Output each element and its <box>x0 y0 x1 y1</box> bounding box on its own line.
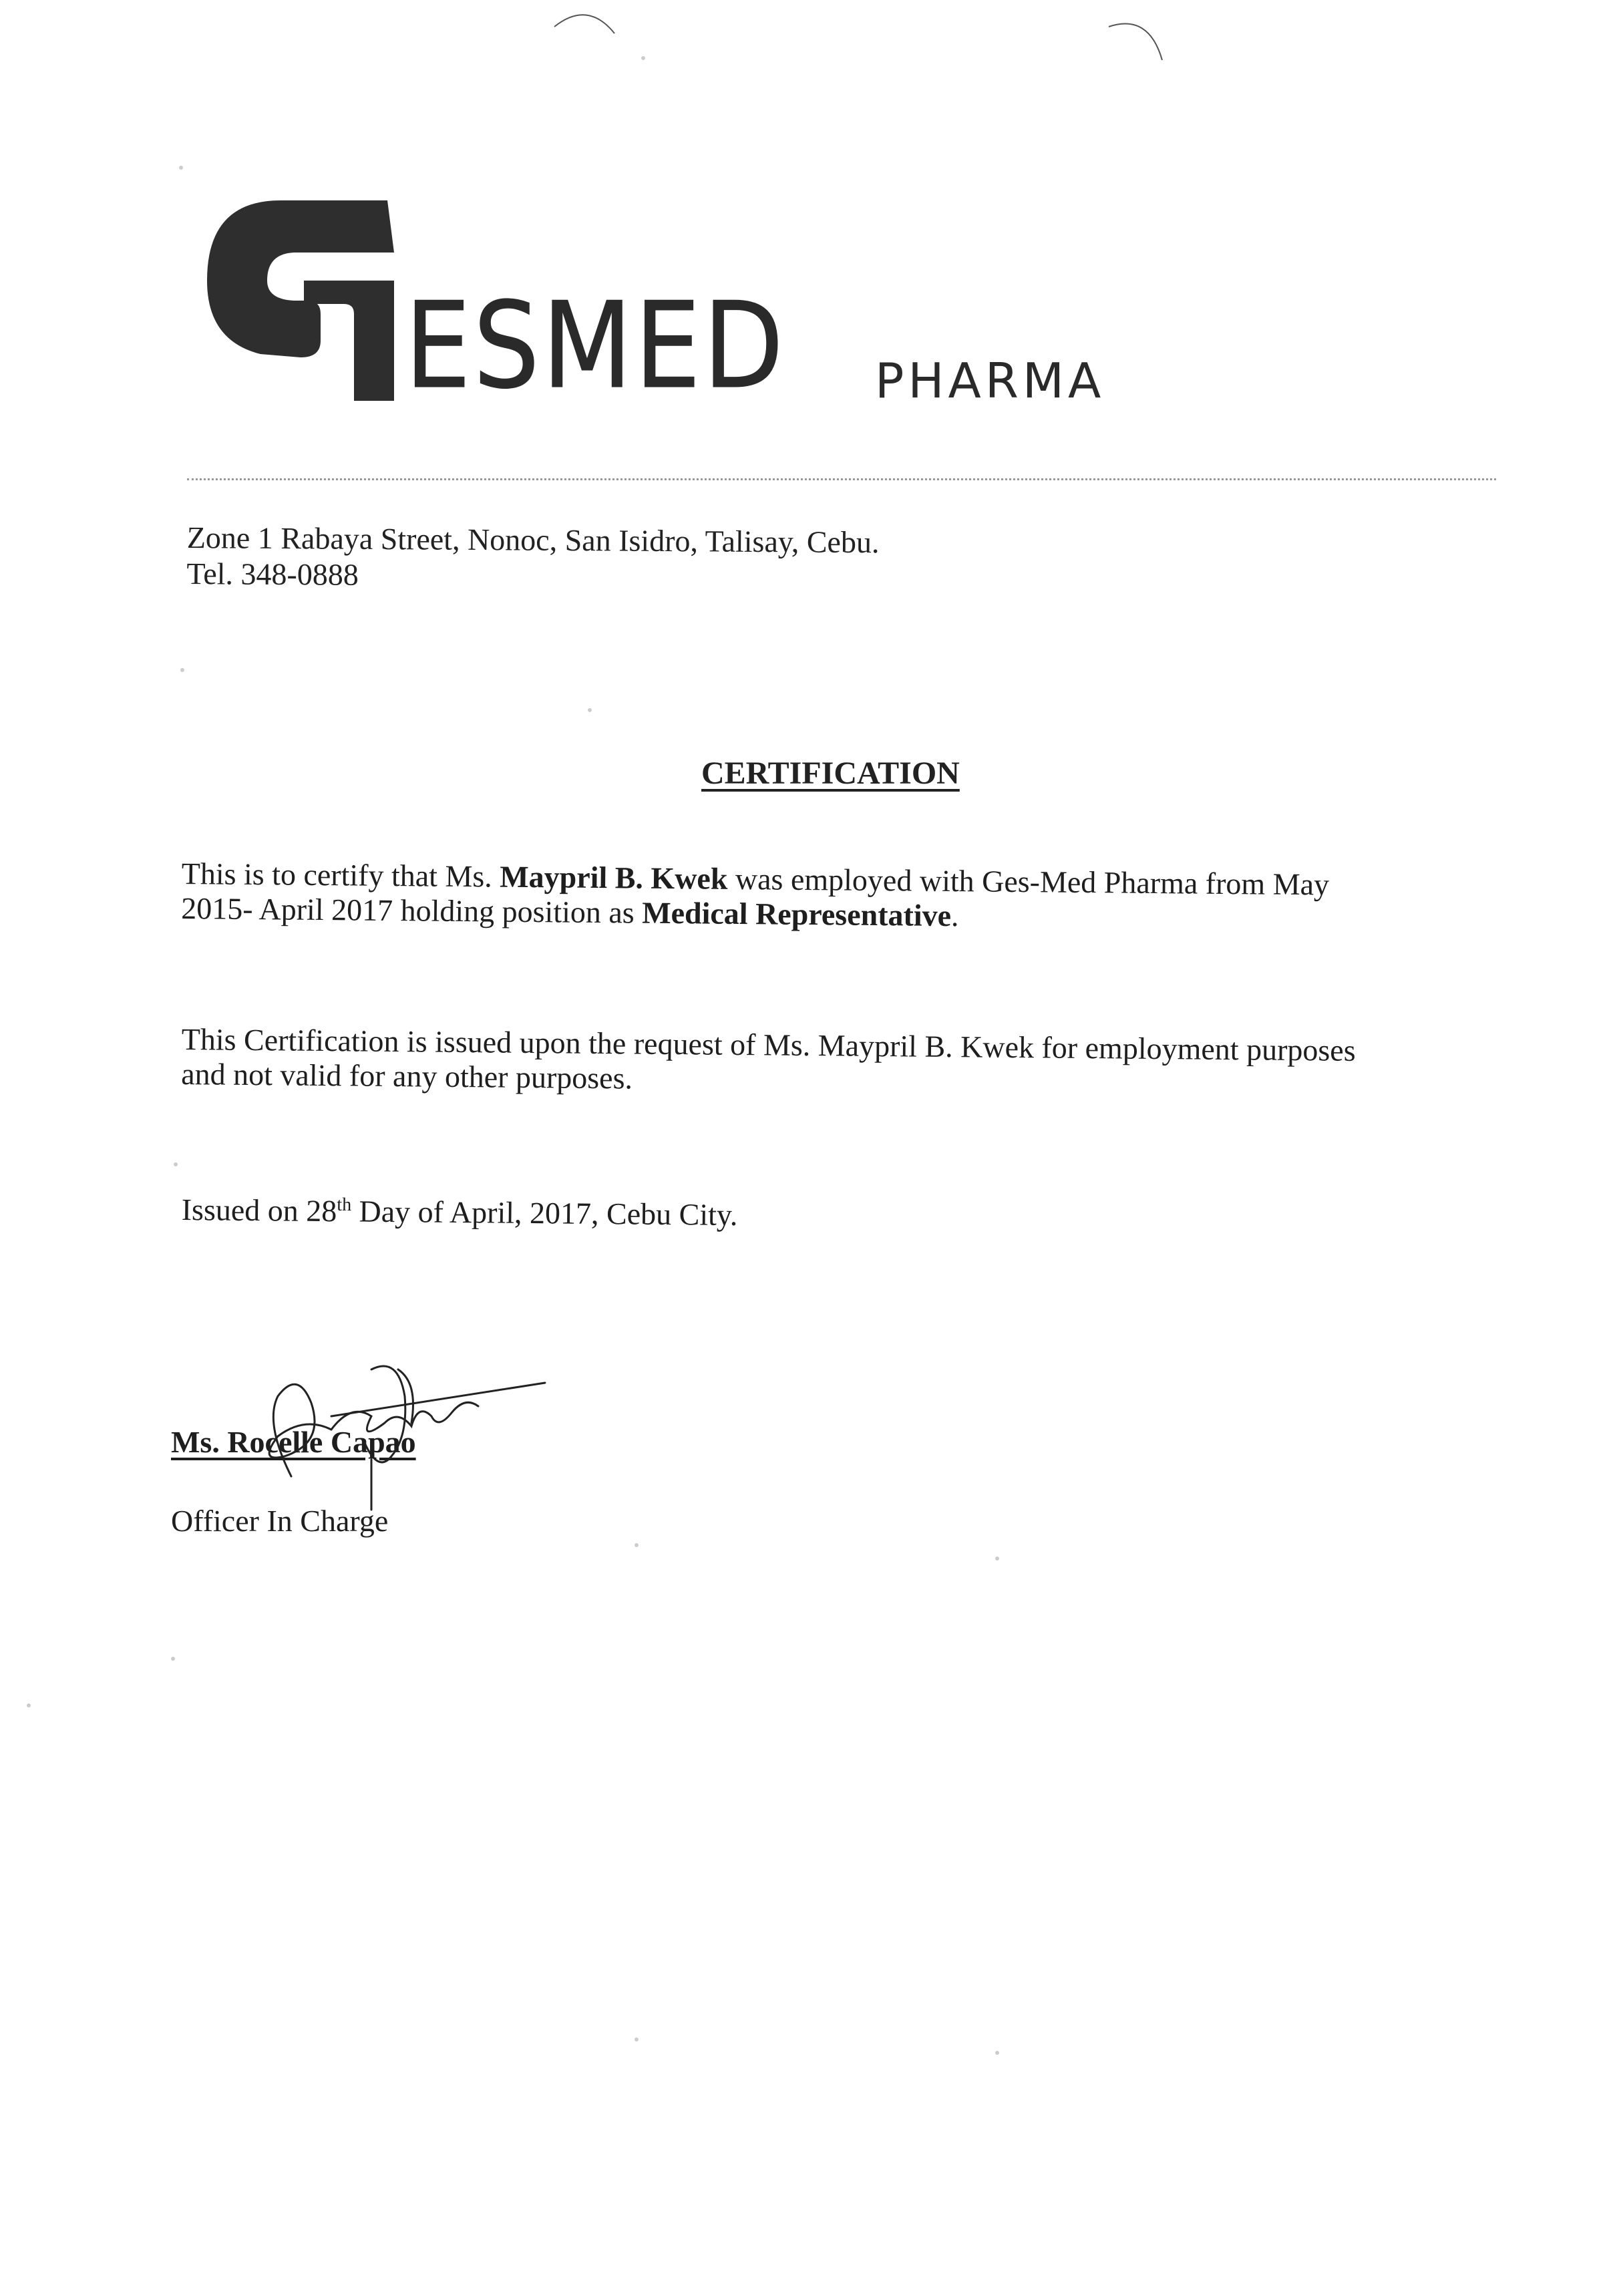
employee-position: Medical Representative <box>641 895 952 933</box>
scan-edge-marks <box>548 0 1189 80</box>
company-logo <box>194 180 1129 421</box>
paragraph-line <box>182 1192 1491 1240</box>
logo-wordmark: ESMED <box>405 277 786 415</box>
text-run: Day of April, 2017, Cebu City. <box>351 1194 738 1232</box>
text-run: This is to certify that Ms. <box>181 856 500 894</box>
document-title: CERTIFICATION <box>701 756 960 791</box>
speck <box>588 708 592 712</box>
handwritten-signature-icon <box>198 1343 572 1516</box>
letterhead-divider <box>187 478 1496 480</box>
signatory-role: Officer In Charge <box>171 1504 389 1538</box>
speck <box>995 2051 999 2055</box>
paragraph-line: This Certification is issued upon the request of Ms. Maypril B. Kwek for employment purposes <box>181 1022 1356 1068</box>
paragraph-line: and not valid for any other purposes. <box>181 1056 633 1096</box>
text-run: Issued on 28 <box>181 1192 337 1228</box>
speck <box>635 1543 639 1547</box>
logo-subtitle: PHARMA <box>875 353 1105 409</box>
address-line: Zone 1 Rabaya Street, Nonoc, San Isidro, Talisay, Cebu. <box>186 520 880 560</box>
issue-date-paragraph <box>182 1192 1491 1240</box>
speck <box>995 1556 999 1561</box>
signature-block <box>171 1343 639 1556</box>
speck <box>635 2037 639 2041</box>
text-run: 2015- April 2017 holding position as <box>181 890 643 930</box>
ordinal-suffix: th <box>337 1194 352 1216</box>
telephone-line: Tel. 348-0888 <box>186 556 359 592</box>
speck <box>27 1703 31 1707</box>
speck <box>171 1657 175 1661</box>
text-run: was employed with Ges-Med Pharma from May <box>727 861 1330 902</box>
speck <box>180 668 184 672</box>
employee-name: Maypril B. Kwek <box>500 859 728 896</box>
speck <box>174 1162 178 1166</box>
speck <box>179 166 183 170</box>
text-run: . <box>950 898 959 933</box>
certification-paragraph <box>181 856 1491 939</box>
purpose-paragraph <box>181 1022 1491 1104</box>
signatory-name: Ms. Rocelle Capao <box>171 1425 416 1459</box>
letterhead-address <box>186 520 879 597</box>
